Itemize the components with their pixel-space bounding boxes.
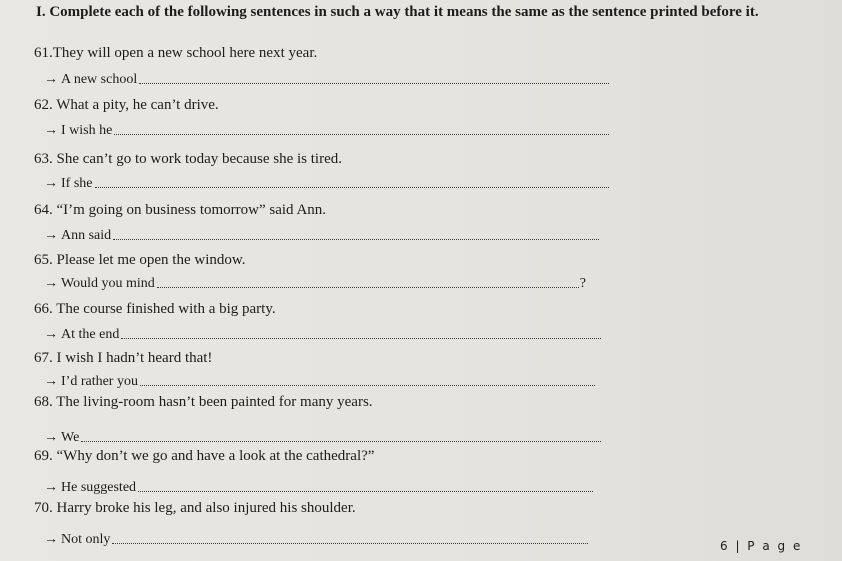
answer-prompt: At the end [61,327,120,342]
answer-62 [44,123,610,139]
page-number: 6 | P a g e [720,539,803,553]
arrow-icon: → [44,72,58,87]
arrow-icon: → [44,430,58,445]
question-mark: ? [579,276,586,291]
answer-prompt: Would you mind [61,276,155,291]
question-69: 69. “Why don’t we go and have a look at the cathedral?” [34,448,375,464]
answer-prompt: If she [61,176,93,191]
answer-prompt: I’d rather you [61,374,138,389]
arrow-icon: → [44,532,58,547]
answer-prompt: He suggested [61,480,137,495]
question-67: 67. I wish I hadn’t heard that! [34,350,213,366]
answer-prompt: Not only [61,532,111,547]
answer-61 [44,72,610,88]
question-62: 62. What a pity, he can’t drive. [34,97,219,113]
question-61: 61.They will open a new school here next year. [34,45,318,61]
answer-68 [44,430,602,446]
answer-line[interactable] [138,490,593,492]
question-65: 65. Please let me open the window. [34,252,246,268]
answer-line[interactable] [121,337,601,339]
arrow-icon: → [44,276,58,291]
answer-65 [44,276,586,292]
question-63: 63. She can’t go to work today because she is tired. [34,151,342,167]
arrow-icon: → [44,176,58,191]
answer-70 [44,532,589,548]
arrow-icon: → [44,327,58,342]
question-66: 66. The course finished with a big party. [34,301,276,317]
answer-prompt: A new school [61,72,138,87]
answer-prompt: We [61,430,80,445]
question-70: 70. Harry broke his leg, and also injured his shoulder. [34,500,356,516]
question-64: 64. “I’m going on business tomorrow” said Ann. [34,202,327,218]
answer-prompt: Ann said [61,228,112,243]
arrow-icon: → [44,480,58,495]
question-68: 68. The living-room hasn’t been painted for many years. [34,394,373,410]
answer-67 [44,374,596,390]
answer-63 [44,176,610,192]
answer-line[interactable] [139,82,609,84]
answer-prompt: I wish he [61,123,113,138]
answer-line[interactable] [114,133,609,135]
answer-64 [44,228,600,244]
answer-line[interactable] [95,186,609,188]
arrow-icon: → [44,374,58,389]
answer-line[interactable] [157,286,579,288]
instructions: I. Complete each of the following sentences in such a way that it means the same as the sentence printed before it. [36,4,759,20]
arrow-icon: → [44,123,58,138]
answer-line[interactable] [81,440,601,442]
answer-69 [44,480,594,496]
answer-line[interactable] [113,238,599,240]
answer-line[interactable] [140,384,595,386]
answer-line[interactable] [112,542,588,544]
arrow-icon: → [44,228,58,243]
answer-66 [44,327,602,343]
